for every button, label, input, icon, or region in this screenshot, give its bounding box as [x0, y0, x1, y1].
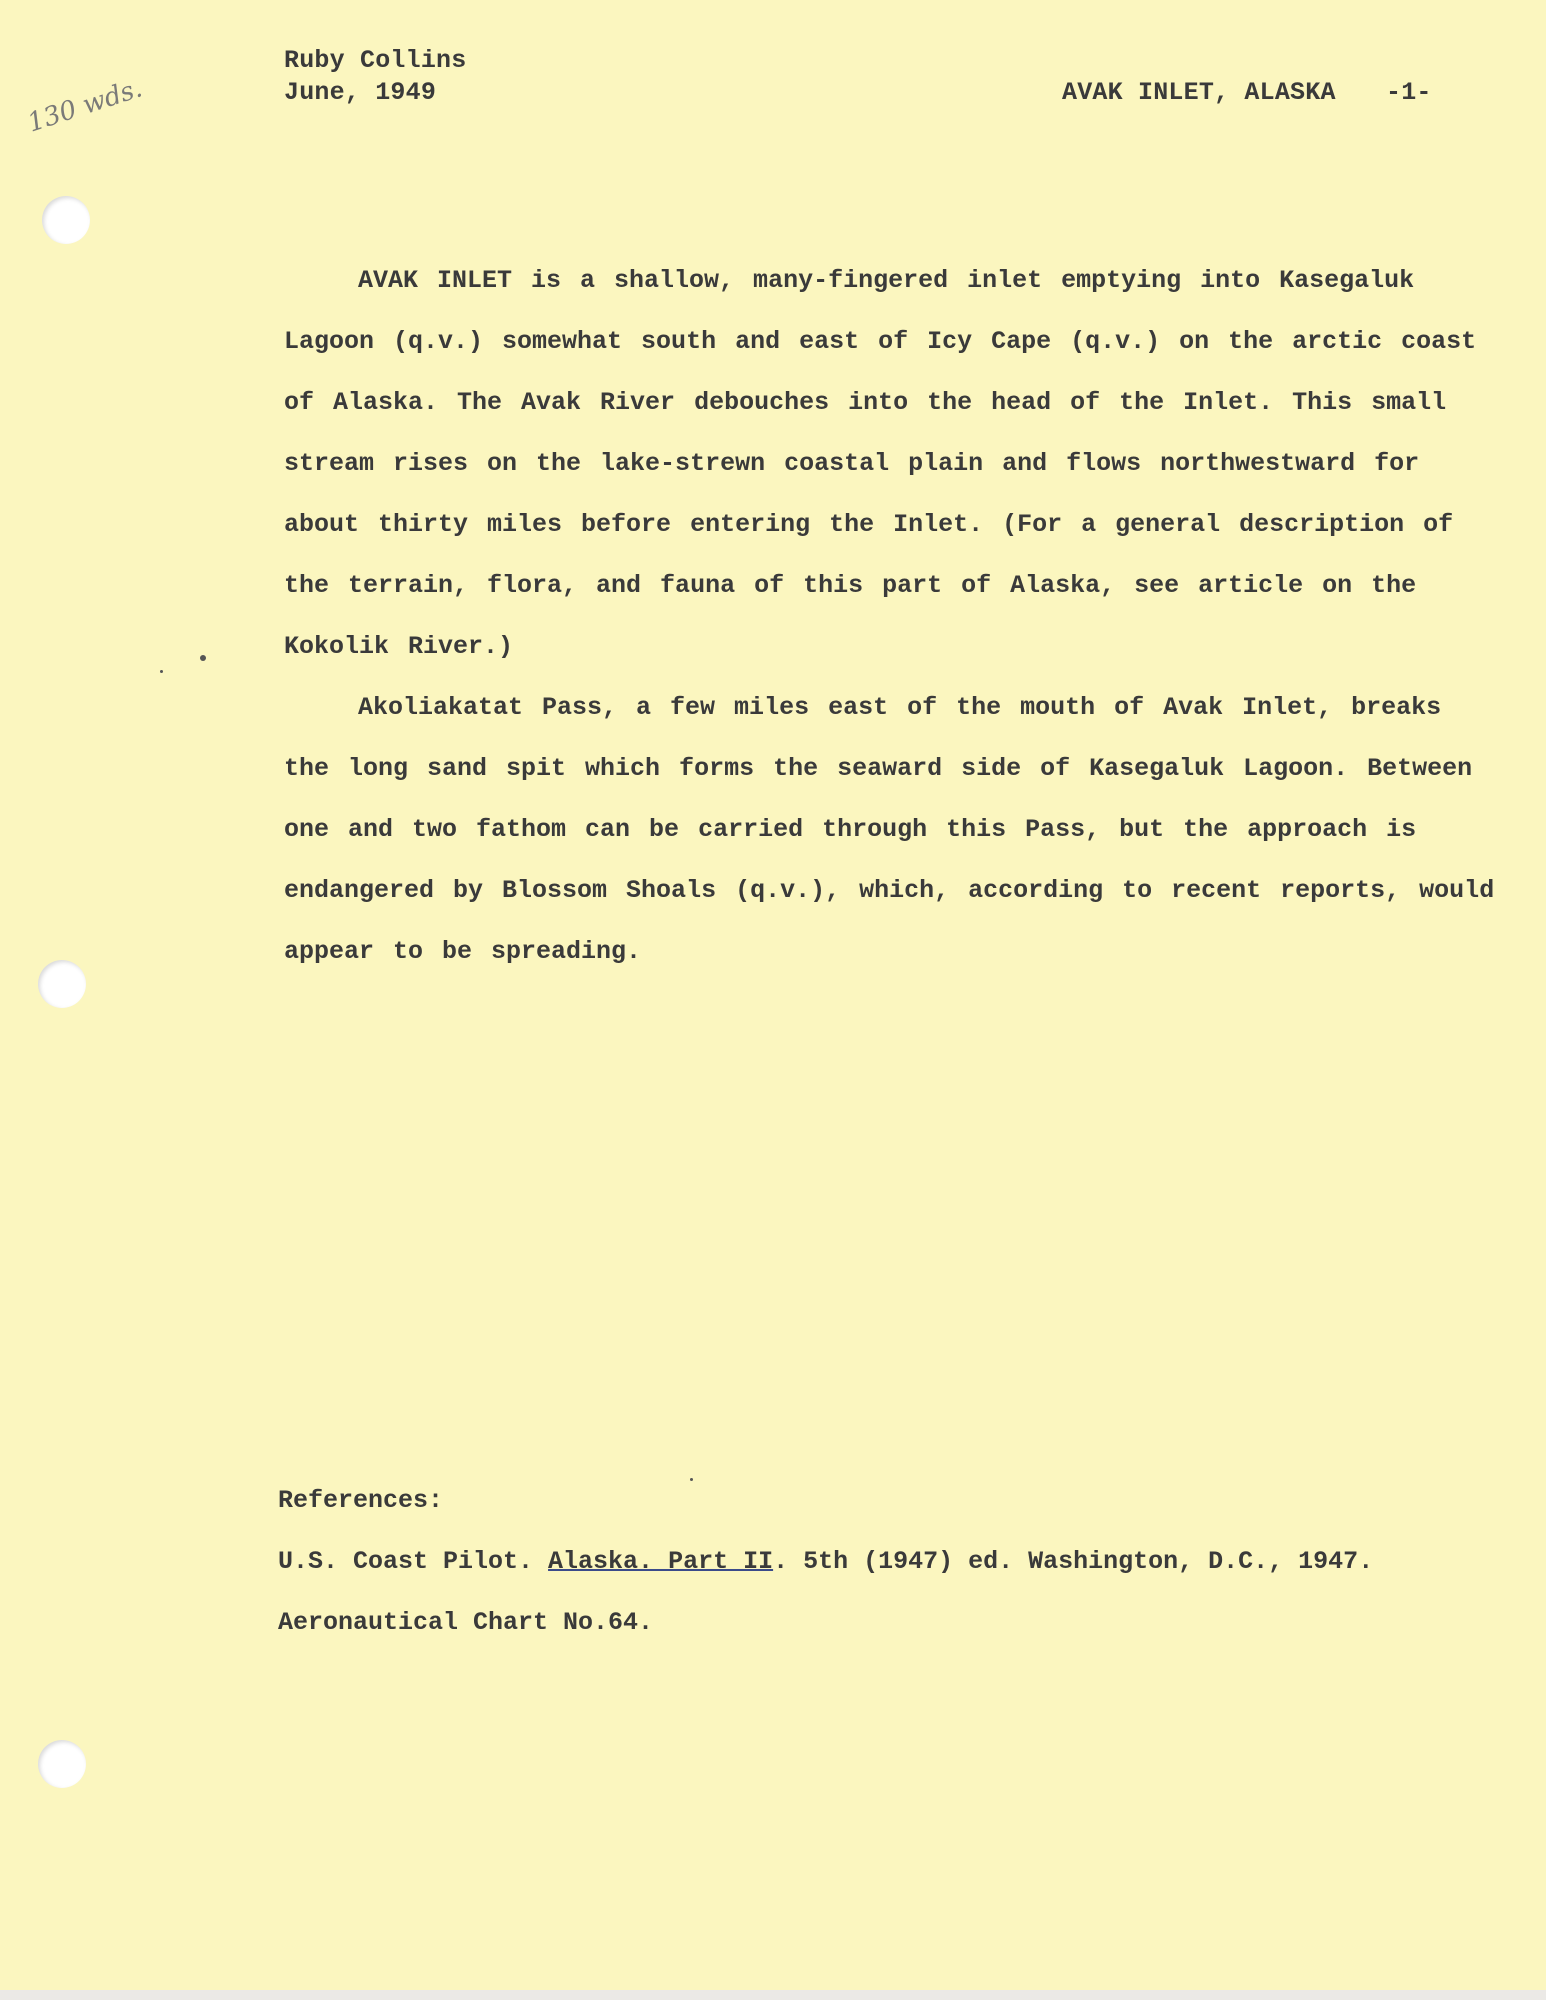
reference-coast-pilot-prefix: U.S. Coast Pilot.: [278, 1547, 549, 1576]
reference-aeronautical-chart: Aeronautical Chart No.64.: [278, 1608, 654, 1637]
stray-ink-dot-bottom: [690, 1478, 693, 1481]
references-section: [278, 1470, 1478, 1653]
header-author: Ruby Collins: [284, 46, 467, 75]
header-date: June, 1949: [284, 78, 437, 107]
punch-hole-middle: [38, 960, 86, 1008]
punch-hole-top: [42, 196, 90, 244]
stray-ink-dot-small: [160, 670, 163, 673]
reference-coast-pilot-title: Alaska. Part II: [548, 1547, 774, 1576]
margin-word-count-note: 130 wds.: [24, 73, 146, 139]
reference-coast-pilot: [278, 1531, 1478, 1592]
references-heading: References:: [278, 1486, 444, 1515]
article-body: [284, 250, 1504, 982]
reference-coast-pilot-suffix: . 5th (1947) ed. Washington, D.C., 1947.: [773, 1547, 1374, 1576]
stray-ink-dot: [200, 655, 206, 661]
header-page-number: -1-: [1386, 78, 1432, 107]
header-title: AVAK INLET, ALASKA: [1062, 78, 1336, 107]
paragraph-2: Akoliakatat Pass, a few miles east of the mouth of Avak Inlet, breaks the long sand spit which forms the seaward side of Kasegaluk Lagoon. Between one and two fathom can be carried through this Pass, but the approach is endangered by Blossom Shoals (q.v.), which, according to recent reports, would appear to be spreading.: [284, 693, 1495, 966]
scan-bottom-edge: [0, 1990, 1546, 2000]
punch-hole-bottom: [38, 1740, 86, 1788]
paragraph-1: AVAK INLET is a shallow, many-fingered inlet emptying into Kasegaluk Lagoon (q.v.) somewhat south and east of Icy Cape (q.v.) on the arctic coast of Alaska. The Avak River debouches into the head of the Inlet. This small stream rises on the lake-strewn coastal plain and flows northwestward for about thirty miles before entering the Inlet. (For a general description of the terrain, flora, and fauna of this part of Alaska, see article on the Kokolik River.): [284, 266, 1477, 661]
